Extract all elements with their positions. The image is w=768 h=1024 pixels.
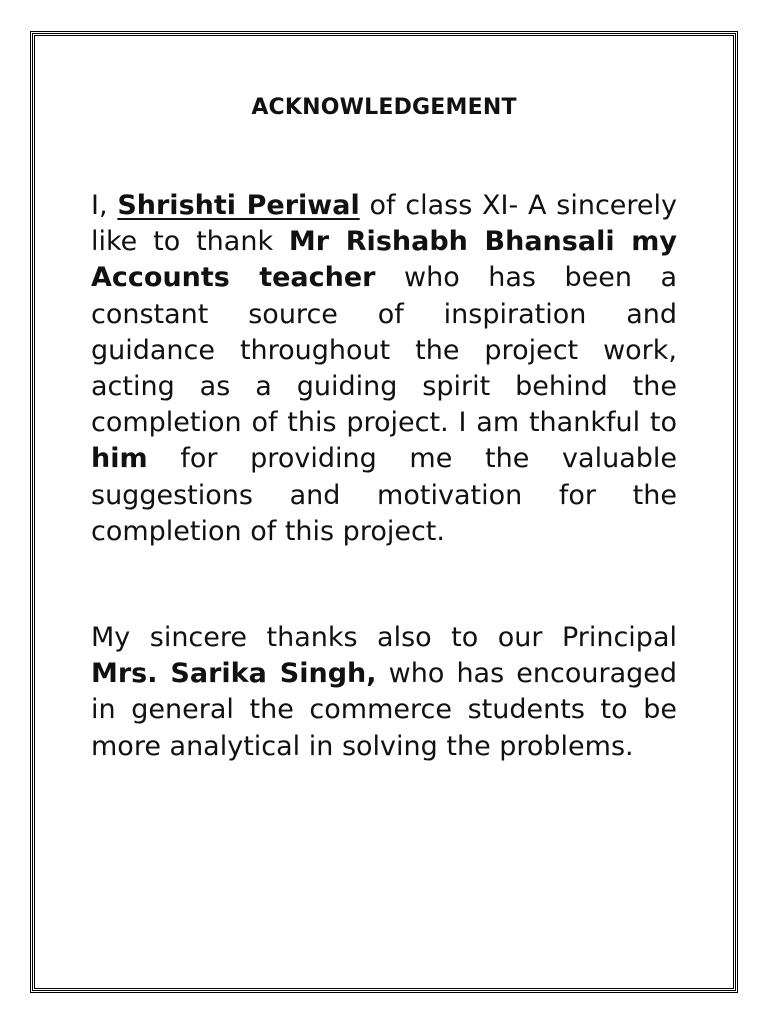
principal-name: Mrs. Sarika Singh, [91, 658, 377, 690]
para1-text-1: I, [91, 190, 118, 221]
para1-text-3: who has been a constant source of inspiration and guidance throughout the project work, acting as a guiding spirit behind the completion of this project. I am thankful to [91, 262, 677, 439]
teacher-name: Mr Rishabh Bhansali my Accounts teacher [91, 226, 677, 294]
document-body [91, 90, 677, 765]
acknowledgement-paragraph [91, 188, 677, 550]
student-name: Shrishti Periwal [117, 190, 360, 221]
him-emphasis: him [91, 443, 148, 475]
para2-text-1: My sincere thanks also to our Principal [91, 622, 677, 654]
page-title: ACKNOWLEDGEMENT [251, 95, 517, 120]
para1-text-4: for providing me the valuable suggestions and motivation for the completion of this project. [91, 443, 677, 547]
para2-text-2: who has encouraged in general the commerce students to be more analytical in solving the problems. [91, 658, 678, 762]
principal-paragraph [91, 620, 677, 765]
para1-text-2: of class XI- A sincerely like to thank [91, 190, 677, 258]
